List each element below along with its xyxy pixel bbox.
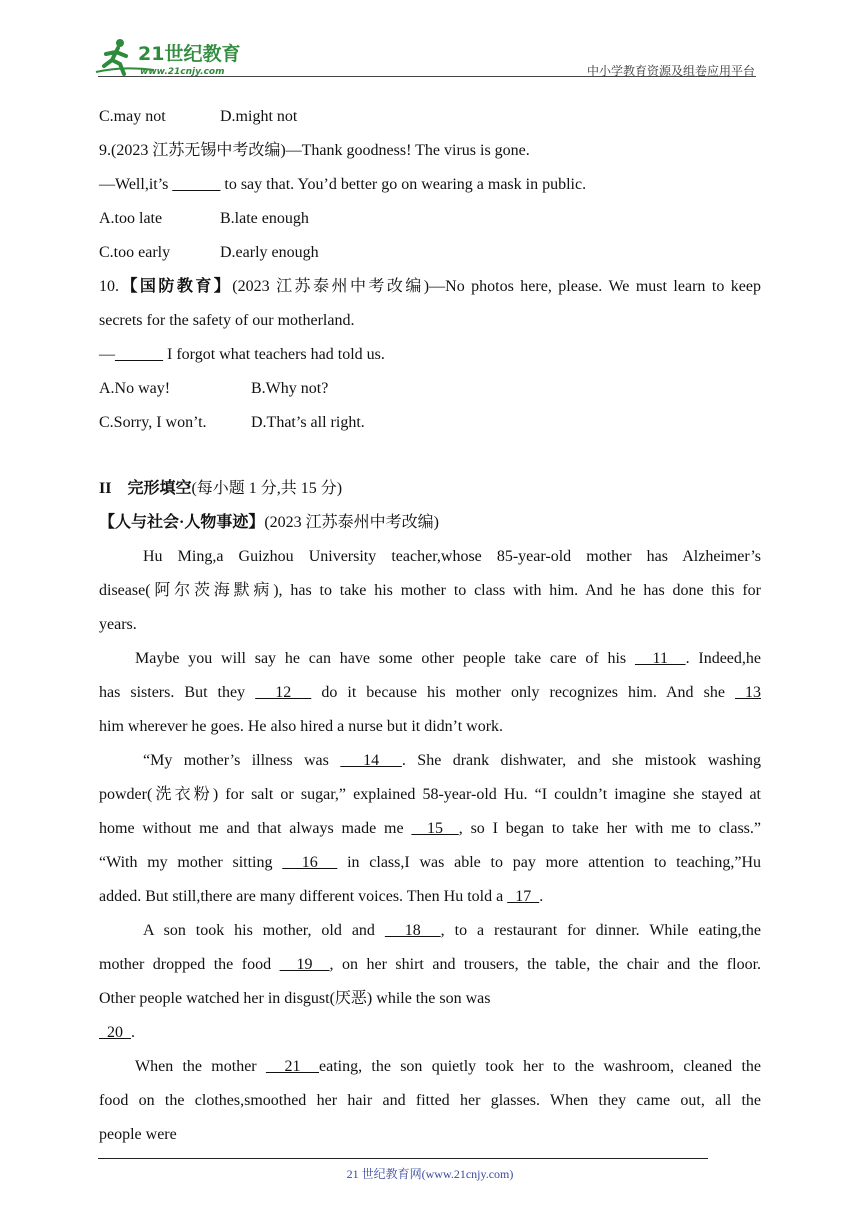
q10-blank: ______ bbox=[115, 346, 163, 363]
blank-15: 15 bbox=[411, 820, 459, 837]
q9-options-ab bbox=[99, 202, 761, 236]
platform-name: 中小学教育资源及组卷应用平台 bbox=[586, 64, 755, 78]
logo-url: www.21cnjy.com bbox=[140, 67, 225, 77]
p1-line1: Hu Ming,a Guizhou University teacher,whose 85-year-old mother has Alzheimer’s bbox=[143, 548, 761, 565]
p2-line1: Maybe you will say he can have some other people take care of his 11 . Indeed,he bbox=[135, 650, 761, 667]
q9-blank: ______ bbox=[172, 176, 221, 193]
p3-line5: added. But still,there are many different voices. Then Hu told a 17 . bbox=[99, 888, 544, 905]
p3-line4: “With my mother sitting 16 in class,I was able to pay more attention to teaching,”Hu bbox=[99, 854, 761, 871]
footer-source: 21 世纪教育网(www.21cnjy.com) bbox=[346, 1167, 514, 1181]
q9-option-a: A.too late bbox=[99, 210, 163, 227]
blank-11: 11 bbox=[634, 650, 686, 667]
q10-option-b: B.Why not? bbox=[251, 380, 329, 397]
q10-options-cd bbox=[99, 406, 761, 440]
q10-stem-line1: 10.【国防教育】(2023 江苏泰州中考改编)—No photos here, please. We must learn to keep bbox=[99, 278, 761, 295]
p5-line2: food on the clothes,smoothed her hair and fitted her glasses. When they came out, all the bbox=[99, 1092, 761, 1109]
p3-line3: home without me and that always made me 15 , so I began to take her with me to class.” bbox=[99, 820, 761, 837]
site-logo bbox=[94, 36, 264, 80]
header-divider bbox=[98, 76, 756, 77]
q9-reply: —Well,it’s ______ to say that. You’d better go on wearing a mask in public. bbox=[99, 176, 587, 193]
p2-line2: has sisters. But they 12 do it because his mother only recognizes him. And she 13 bbox=[99, 684, 761, 701]
q10-options-ab bbox=[99, 372, 761, 406]
blank-21: 21 bbox=[265, 1058, 320, 1075]
footer-divider bbox=[98, 1158, 708, 1159]
p2-line3: him wherever he goes. He also hired a nurse but it didn’t work. bbox=[99, 718, 504, 735]
p1-line2: disease(阿尔茨海默病), has to take his mother to class with him. And he has done this for bbox=[99, 582, 761, 599]
blank-13: 13 bbox=[734, 684, 761, 701]
blank-20: 20 bbox=[99, 1024, 131, 1041]
q9-option-d: D.early enough bbox=[220, 244, 319, 261]
p4-line1: A son took his mother, old and 18 , to a restaurant for dinner. While eating,the bbox=[143, 922, 761, 939]
q9-stem: 9.(2023 江苏无锡中考改编)—Thank goodness! The virus is gone. bbox=[99, 142, 530, 159]
p3-line1: “My mother’s illness was 14 . She drank dishwater, and she mistook washing bbox=[143, 752, 761, 769]
q8-option-c: C.may not bbox=[99, 108, 166, 125]
logo-text: 21世纪教育 bbox=[138, 43, 241, 65]
section-heading: II 完形填空(每小题 1 分,共 15 分) bbox=[99, 480, 343, 497]
q10-option-d: D.That’s all right. bbox=[251, 414, 365, 431]
p5-line3: people were bbox=[99, 1126, 177, 1143]
q10-tag: 【国防教育】 bbox=[119, 278, 233, 295]
p4-line2: mother dropped the food 19 , on her shirt and trousers, the table, the chair and the floor. bbox=[99, 956, 761, 973]
q10-option-a: A.No way! bbox=[99, 380, 171, 397]
p1-line3: years. bbox=[99, 616, 137, 633]
passage-theme: 【人与社会·人物事迹】(2023 江苏泰州中考改编) bbox=[99, 514, 440, 531]
p4-line4: 20 . bbox=[99, 1024, 135, 1041]
blank-18: 18 bbox=[384, 922, 441, 939]
document-body bbox=[99, 100, 761, 1152]
q10-option-c: C.Sorry, I won’t. bbox=[99, 414, 207, 431]
p4-line3: Other people watched her in disgust(厌恶) while the son was bbox=[99, 990, 491, 1007]
p3-line2: powder(洗衣粉) for salt or sugar,” explained 58-year-old Hu. “I couldn’t imagine she stayed at bbox=[99, 786, 761, 803]
blank-12: 12 bbox=[255, 684, 312, 701]
blank-17: 17 bbox=[507, 888, 540, 905]
q10-stem-line2: secrets for the safety of our motherland. bbox=[99, 312, 355, 329]
blank-16: 16 bbox=[282, 854, 338, 871]
blank-19: 19 bbox=[279, 956, 330, 973]
q10-reply: —______ I forgot what teachers had told us. bbox=[99, 346, 385, 363]
q8-option-d: D.might not bbox=[220, 108, 298, 125]
blank-14: 14 bbox=[340, 752, 402, 769]
q9-option-c: C.too early bbox=[99, 244, 171, 261]
q8-options-cd bbox=[99, 100, 761, 134]
q9-option-b: B.late enough bbox=[220, 210, 309, 227]
q9-options-cd bbox=[99, 236, 761, 270]
p5-line1: When the mother 21 eating, the son quietly took her to the washroom, cleaned the bbox=[135, 1058, 761, 1075]
